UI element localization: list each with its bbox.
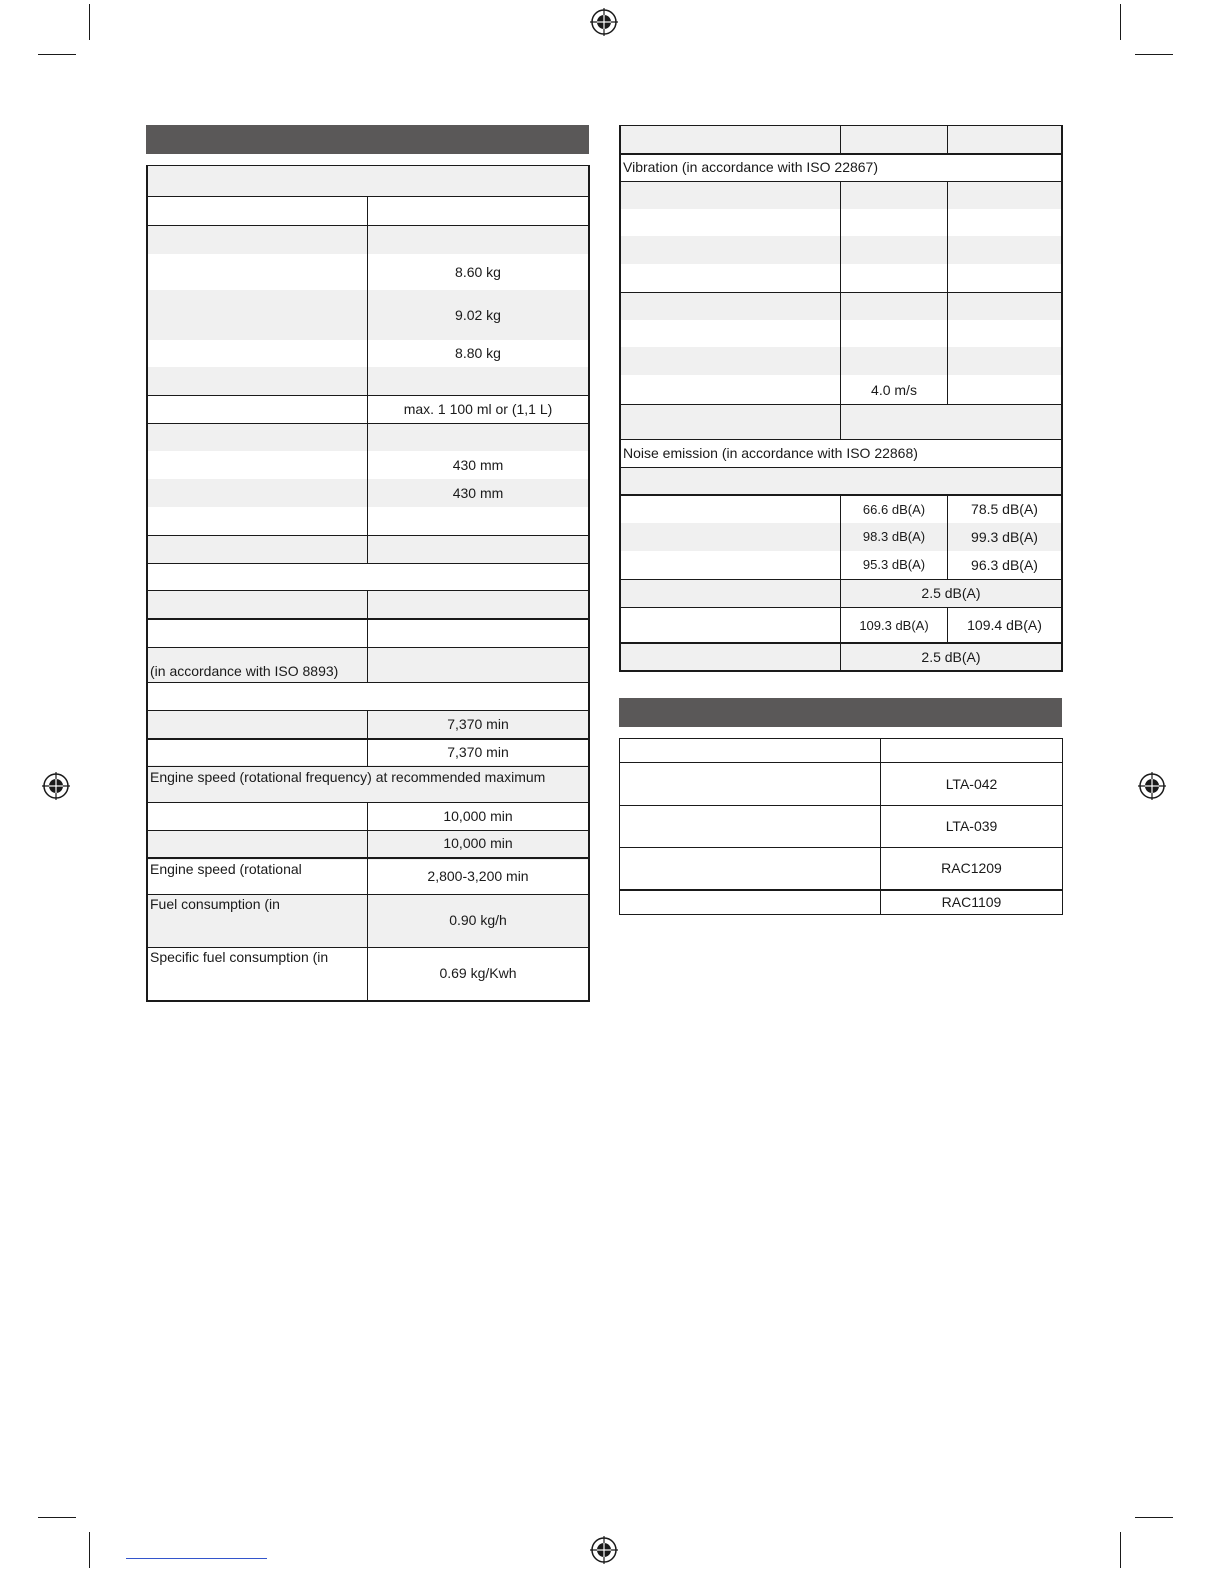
noise-value: 96.3 dB(A)	[971, 556, 1038, 573]
accessory-model: LTA-042	[945, 775, 998, 792]
crop-mark	[1135, 1517, 1173, 1518]
noise-value: 98.3 dB(A)	[862, 529, 926, 545]
weight-value: 9.02 kg	[455, 306, 501, 323]
fuel-consumption-label: Fuel consumption (in	[150, 896, 280, 912]
specific-fuel-consumption-label: Specific fuel consumption (in	[150, 949, 329, 965]
accessories-table	[619, 738, 1063, 915]
crop-mark	[38, 1517, 76, 1518]
specific-fuel-consumption-value: 0.69 kg/Kwh	[439, 965, 517, 982]
footer-link-underline	[126, 1558, 267, 1559]
accessories-header-band	[619, 698, 1062, 727]
noise-uncertainty-value: 2.5 dB(A)	[921, 585, 981, 602]
iso-8893-note: (in accordance with ISO 8893)	[150, 663, 339, 680]
max-speed-value: 10,000 min	[443, 807, 513, 824]
sound-power-value: 109.4 dB(A)	[967, 617, 1042, 634]
engine-speed-value: 7,370 min	[447, 744, 509, 761]
vibration-section-title: Vibration (in accordance with ISO 22867)	[623, 159, 878, 176]
accessory-model: LTA-039	[945, 818, 998, 835]
vibration-noise-table	[619, 125, 1063, 672]
specifications-header-band	[146, 125, 589, 154]
fuel-tank-capacity-value: max. 1 100 ml or (1,1 L)	[403, 401, 553, 418]
accessory-model: RAC1209	[941, 860, 1002, 877]
sound-power-value: 109.3 dB(A)	[859, 617, 929, 633]
engine-speed-value: 7,370 min	[447, 715, 509, 732]
recommended-max-speed-label: Engine speed (rotational frequency) at recommended maximum	[150, 769, 546, 785]
crop-mark	[89, 1532, 90, 1568]
accessory-model: RAC1109	[941, 894, 1002, 911]
sound-power-uncertainty-value: 2.5 dB(A)	[921, 648, 981, 665]
max-speed-value: 10,000 min	[443, 835, 513, 852]
registration-target-icon	[590, 8, 618, 36]
crop-mark	[1120, 4, 1121, 40]
specifications-table	[146, 165, 590, 1002]
noise-section-title: Noise emission (in accordance with ISO 22868)	[623, 445, 918, 462]
registration-target-icon	[42, 772, 70, 800]
fuel-consumption-value: 0.90 kg/h	[449, 912, 507, 929]
noise-value: 78.5 dB(A)	[971, 501, 1038, 518]
idle-speed-value: 2,800-3,200 min	[427, 868, 529, 885]
noise-value: 95.3 dB(A)	[862, 557, 926, 573]
cutting-length-value: 430 mm	[452, 484, 504, 501]
crop-mark	[1135, 54, 1173, 55]
registration-target-icon	[590, 1536, 618, 1564]
crop-mark	[1120, 1532, 1121, 1568]
noise-value: 66.6 dB(A)	[862, 501, 926, 517]
crop-mark	[89, 4, 90, 40]
weight-value: 8.80 kg	[455, 345, 501, 362]
vibration-value: 4.0 m/s	[871, 381, 917, 398]
weight-value: 8.60 kg	[455, 264, 501, 281]
registration-target-icon	[1138, 772, 1166, 800]
noise-value: 99.3 dB(A)	[971, 528, 1038, 545]
cutting-length-value: 430 mm	[452, 456, 504, 473]
crop-mark	[38, 54, 76, 55]
idle-speed-label: Engine speed (rotational	[150, 861, 302, 877]
